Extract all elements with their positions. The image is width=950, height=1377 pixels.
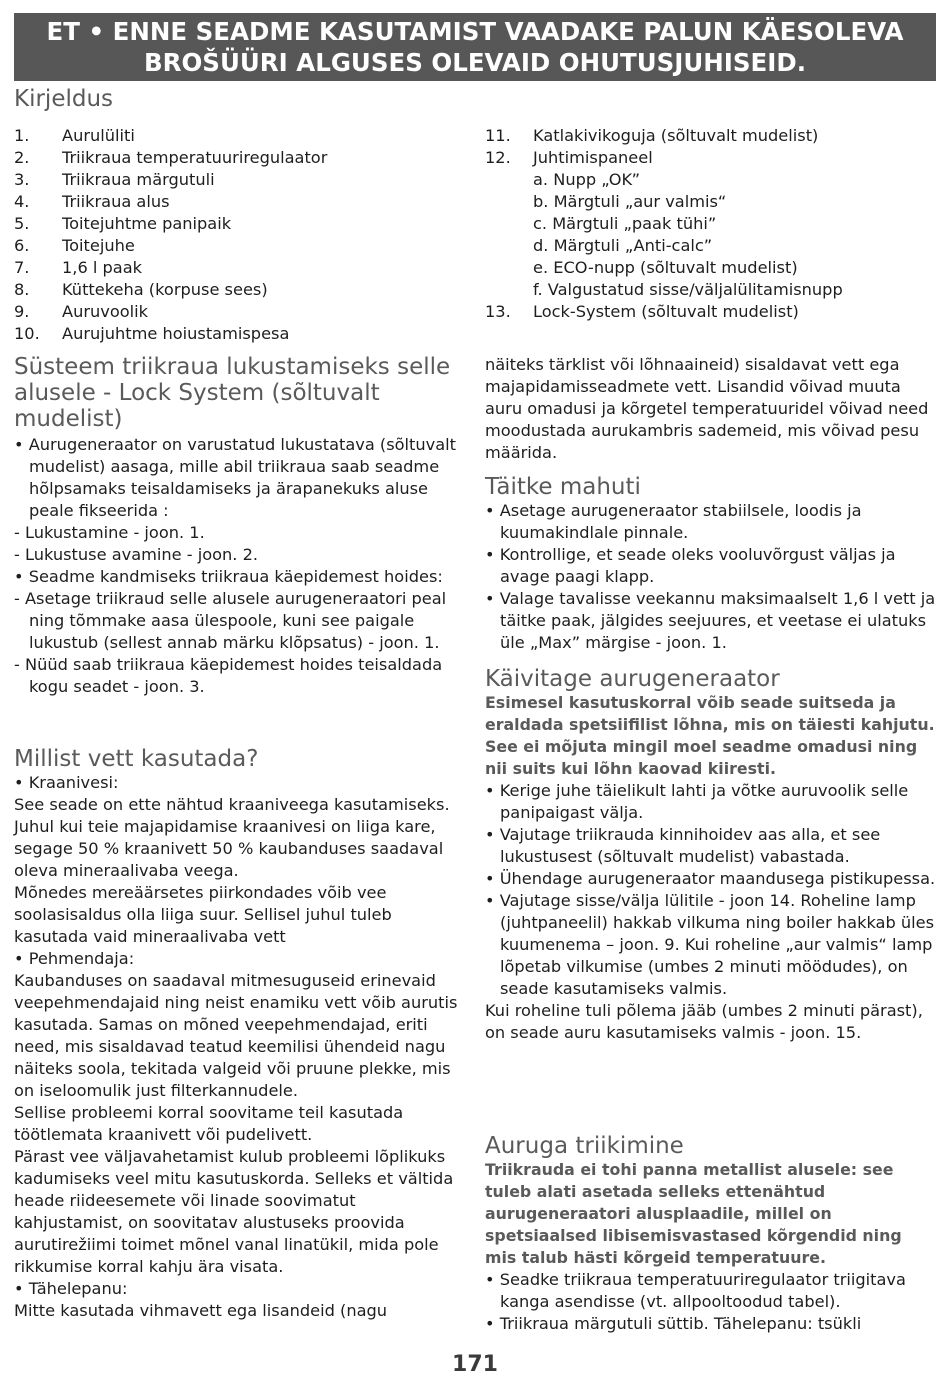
steam-ironing-title: Auruga triikimine <box>485 1133 684 1159</box>
list-item <box>14 257 454 279</box>
iron-bullet-2-text: • Triikraua märgutuli süttib. <box>485 1314 714 1333</box>
lock-system-section <box>14 354 464 698</box>
list-item <box>14 125 454 147</box>
water-paragraph-4: Sellise probleemi korral soovitame teil kasutada töötlemata kraanivett või pudelivett. <box>14 1103 404 1144</box>
list-item-text: Aurulüliti <box>62 126 135 145</box>
fill-bullet-1: • Asetage aurugeneraator stabiilsele, loodis ja kuumakindlale pinnale. <box>485 501 862 542</box>
list-item-number: 2. <box>14 148 30 167</box>
fill-tank-title: Täitke mahuti <box>485 474 641 500</box>
list-item-number: 4. <box>14 192 30 211</box>
description-list-right <box>485 125 935 323</box>
list-item <box>14 169 454 191</box>
list-item-text: Triikraua märgutuli <box>62 170 215 189</box>
list-item-text: Triikraua temperatuuriregulaator <box>62 148 328 167</box>
list-item-text: Toitejuhtme panipaik <box>62 214 232 233</box>
list-item-text: Küttekeha (korpuse sees) <box>62 280 268 299</box>
list-item-text: Juhtimispaneel <box>533 148 653 167</box>
start-bullet-1: • Kerige juhe täielikult lahti ja võtke auruvoolik selle panipaigast välja. <box>485 781 909 822</box>
lock-dash-4: - Nüüd saab triikraua käepidemest hoides teisaldada kogu seadet - joon. 3. <box>14 655 443 696</box>
lock-title-line-2: alusele - Lock System (sõltuvalt <box>14 380 380 406</box>
water-paragraph-1: See seade on ette nähtud kraaniveega kasutamiseks. Juhul kui teie majapidamise kraanivesi on liiga kare, segage 50 % kraanivett 50 % kaubanduses saadaval oleva mineraalivaba veega. <box>14 795 450 880</box>
water-paragraph-3: Kaubanduses on saadaval mitmesuguseid erinevaid veepehmendajaid ning neist enamiku vett võib aurutis kasutada. Samas on mõned veepehmendajad, eriti need, mis sisaldavad teatud keemilisi ühendeid nagu näiteks soola, tekitada valgeid või pruune plekke, mis on iseloomulik just filterkannudele. <box>14 971 458 1100</box>
list-item <box>485 279 935 301</box>
list-item <box>485 213 935 235</box>
iron-bullet-1: • Seadke triikraua temperatuuriregulaator triigitava kanga asendisse (vt. allpooltoodud tabel). <box>485 1270 906 1311</box>
fill-bullet-3: • Valage tavalisse veekannu maksimaalselt 1,6 l vett ja täitke paak, jälgides seejuures, et veetase ei ulatuks üle „Max” märgise - joon. 1. <box>485 589 936 652</box>
water-paragraph-6: Mitte kasutada vihmavett ega lisandeid (nagu <box>14 1301 388 1320</box>
page-number: 171 <box>452 1352 498 1377</box>
list-item-number: 1. <box>14 126 30 145</box>
water-section <box>14 746 464 1322</box>
start-bullet-3: • Ühendage aurugeneraator maandusega pistikupessa. <box>485 869 936 888</box>
lock-title-line-1: Süsteem triikraua lukustamiseks selle <box>14 354 451 380</box>
softener-label: • Pehmendaja: <box>14 949 135 968</box>
list-item-number: 12. <box>485 148 511 167</box>
list-item-number: 8. <box>14 280 30 299</box>
lock-dash-3: - Asetage triikraud selle alusele aurugeneraatori peal ning tõmmake aasa ülespoole, kuni see paigale lukustub (sellest annab märku klõpsatus) - joon. 1. <box>14 589 447 652</box>
list-item-number: 10. <box>14 324 40 343</box>
list-item <box>14 301 454 323</box>
list-item <box>14 191 454 213</box>
list-item <box>485 169 935 191</box>
list-item-number: 3. <box>14 170 30 189</box>
list-item <box>485 125 935 147</box>
list-item <box>485 301 935 323</box>
lock-title-line-3: mudelist) <box>14 406 123 432</box>
attention-label: • Tähelepanu: <box>14 1279 128 1298</box>
lock-bullet-1: • Aurugeneraator on varustatud lukustatava (sõltuvalt mudelist) aasaga, mille abil triikraua saab seadme hõlpsamaks teisaldamiseks ja ärapanekuks aluse peale fikseerida : <box>14 435 456 520</box>
list-item-text: Triikraua alus <box>62 192 170 211</box>
start-bullet-2: • Vajutage triikrauda kinnihoidev aas alla, et see lukustusest (sõltuvalt mudelist) vabastada. <box>485 825 881 866</box>
iron-bullet-2 <box>485 1313 937 1335</box>
start-warning: Esimesel kasutuskorral võib seade suitseda ja eraldada spetsiifilist lõhna, mis on täiesti kahjutu. See ei mõjuta mingil moel seadme omadusi ning nii suits kui lõhn kaovad kiiresti. <box>485 693 935 778</box>
list-item-text: f. Valgustatud sisse/väljalülitamisnupp <box>533 280 843 299</box>
list-item-text: 1,6 l paak <box>62 258 143 277</box>
start-generator-title: Käivitage aurugeneraator <box>485 666 780 692</box>
list-item-number: 11. <box>485 126 511 145</box>
list-item-number: 13. <box>485 302 511 321</box>
banner-line-1: ET • ENNE SEADME KASUTAMIST VAADAKE PALUN KÄESOLEVA <box>46 17 904 46</box>
list-item <box>14 279 454 301</box>
water-continuation: näiteks tärklist või lõhnaaineid) sisaldavat vett ega majapidamisseadmete vett. Lisandid võivad muuta auru omadusi ja kõrgetel temperatuuridel võivad need moodustada aurukambris sademeid, mis võivad pesu määrida. <box>485 355 929 462</box>
iron-bullet-2-attention: Tähelepanu: tsükli <box>713 1314 862 1333</box>
list-item-number: 9. <box>14 302 30 321</box>
water-paragraph-5: Pärast vee väljavahetamist kulub probleemi lõplikuks kadumiseks veel mitu kasutuskorda. Selleks et vältida heade riideesemete või linade soovimatut kahjustamist, on soovitatav alustuseks proovida aurutirežiimi toimet mõnel vanal linatükil, mida pole rikkumise korral kahju ära visata. <box>14 1147 454 1276</box>
list-item-number: 7. <box>14 258 30 277</box>
list-item <box>485 191 935 213</box>
steam-ironing-warning: Triikrauda ei tohi panna metallist alusele: see tuleb alati asetada selleks ettenähtud aurugeneraatori alusplaadile, millel on spetsiaalsed libisemisvastased kõrgendid ning mis talub hästi kõrgeid temperatuure. <box>485 1160 902 1267</box>
list-item-text: Aurujuhtme hoiustamispesa <box>62 324 290 343</box>
safety-banner <box>14 13 936 81</box>
start-paragraph: Kui roheline tuli põlema jääb (umbes 2 minuti pärast), on seade auru kasutamiseks valmis - joon. 15. <box>485 1001 923 1042</box>
list-item <box>14 235 454 257</box>
list-item-text: a. Nupp „OK” <box>533 170 641 189</box>
list-item-text: Toitejuhe <box>62 236 135 255</box>
list-item-text: d. Märgtuli „Anti-calc” <box>533 236 713 255</box>
list-item-text: Katlakivikoguja (sõltuvalt mudelist) <box>533 126 819 145</box>
section-title-kirjeldus: Kirjeldus <box>14 86 114 112</box>
list-item-text: b. Märgtuli „aur valmis“ <box>533 192 727 211</box>
list-item <box>14 213 454 235</box>
list-item <box>14 323 454 345</box>
list-item-number: 5. <box>14 214 30 233</box>
banner-line-2: BROŠÜÜRI ALGUSES OLEVAID OHUTUSJUHISEID. <box>143 48 807 77</box>
list-item-text: Auruvoolik <box>62 302 149 321</box>
lock-bullet-2: • Seadme kandmiseks triikraua käepidemest hoides: <box>14 567 443 586</box>
right-column <box>485 354 937 1044</box>
fill-bullet-2: • Kontrollige, et seade oleks vooluvõrgust väljas ja avage paagi klapp. <box>485 545 896 586</box>
steam-ironing-section <box>485 1133 937 1335</box>
tap-water-label: • Kraanivesi: <box>14 773 119 792</box>
start-bullet-4: • Vajutage sisse/välja lülitile - joon 14. Roheline lamp (juhtpaneelil) hakkab vilkuma ning boiler hakkab üles kuumenema – joon. 9. Kui roheline „aur valmis“ lamp lõpetab vilkumise (umbes 2 minuti möödudes), on seade kasutamiseks valmis. <box>485 891 935 998</box>
water-paragraph-2: Mõnedes mereäärsetes piirkondades võib vee soolasisaldus olla liiga suur. Sellisel juhul tuleb kasutada vaid mineraalivaba vett <box>14 883 392 946</box>
list-item <box>485 257 935 279</box>
list-item <box>14 147 454 169</box>
description-list-left <box>14 125 454 345</box>
list-item <box>485 147 935 169</box>
list-item <box>485 235 935 257</box>
list-item-text: e. ECO-nupp (sõltuvalt mudelist) <box>533 258 798 277</box>
list-item-text: c. Märgtuli „paak tühi” <box>533 214 717 233</box>
list-item-number: 6. <box>14 236 30 255</box>
list-item-text: Lock-System (sõltuvalt mudelist) <box>533 302 799 321</box>
lock-dash-2: - Lukustuse avamine - joon. 2. <box>14 545 259 564</box>
water-title: Millist vett kasutada? <box>14 746 259 772</box>
lock-dash-1: - Lukustamine - joon. 1. <box>14 523 205 542</box>
